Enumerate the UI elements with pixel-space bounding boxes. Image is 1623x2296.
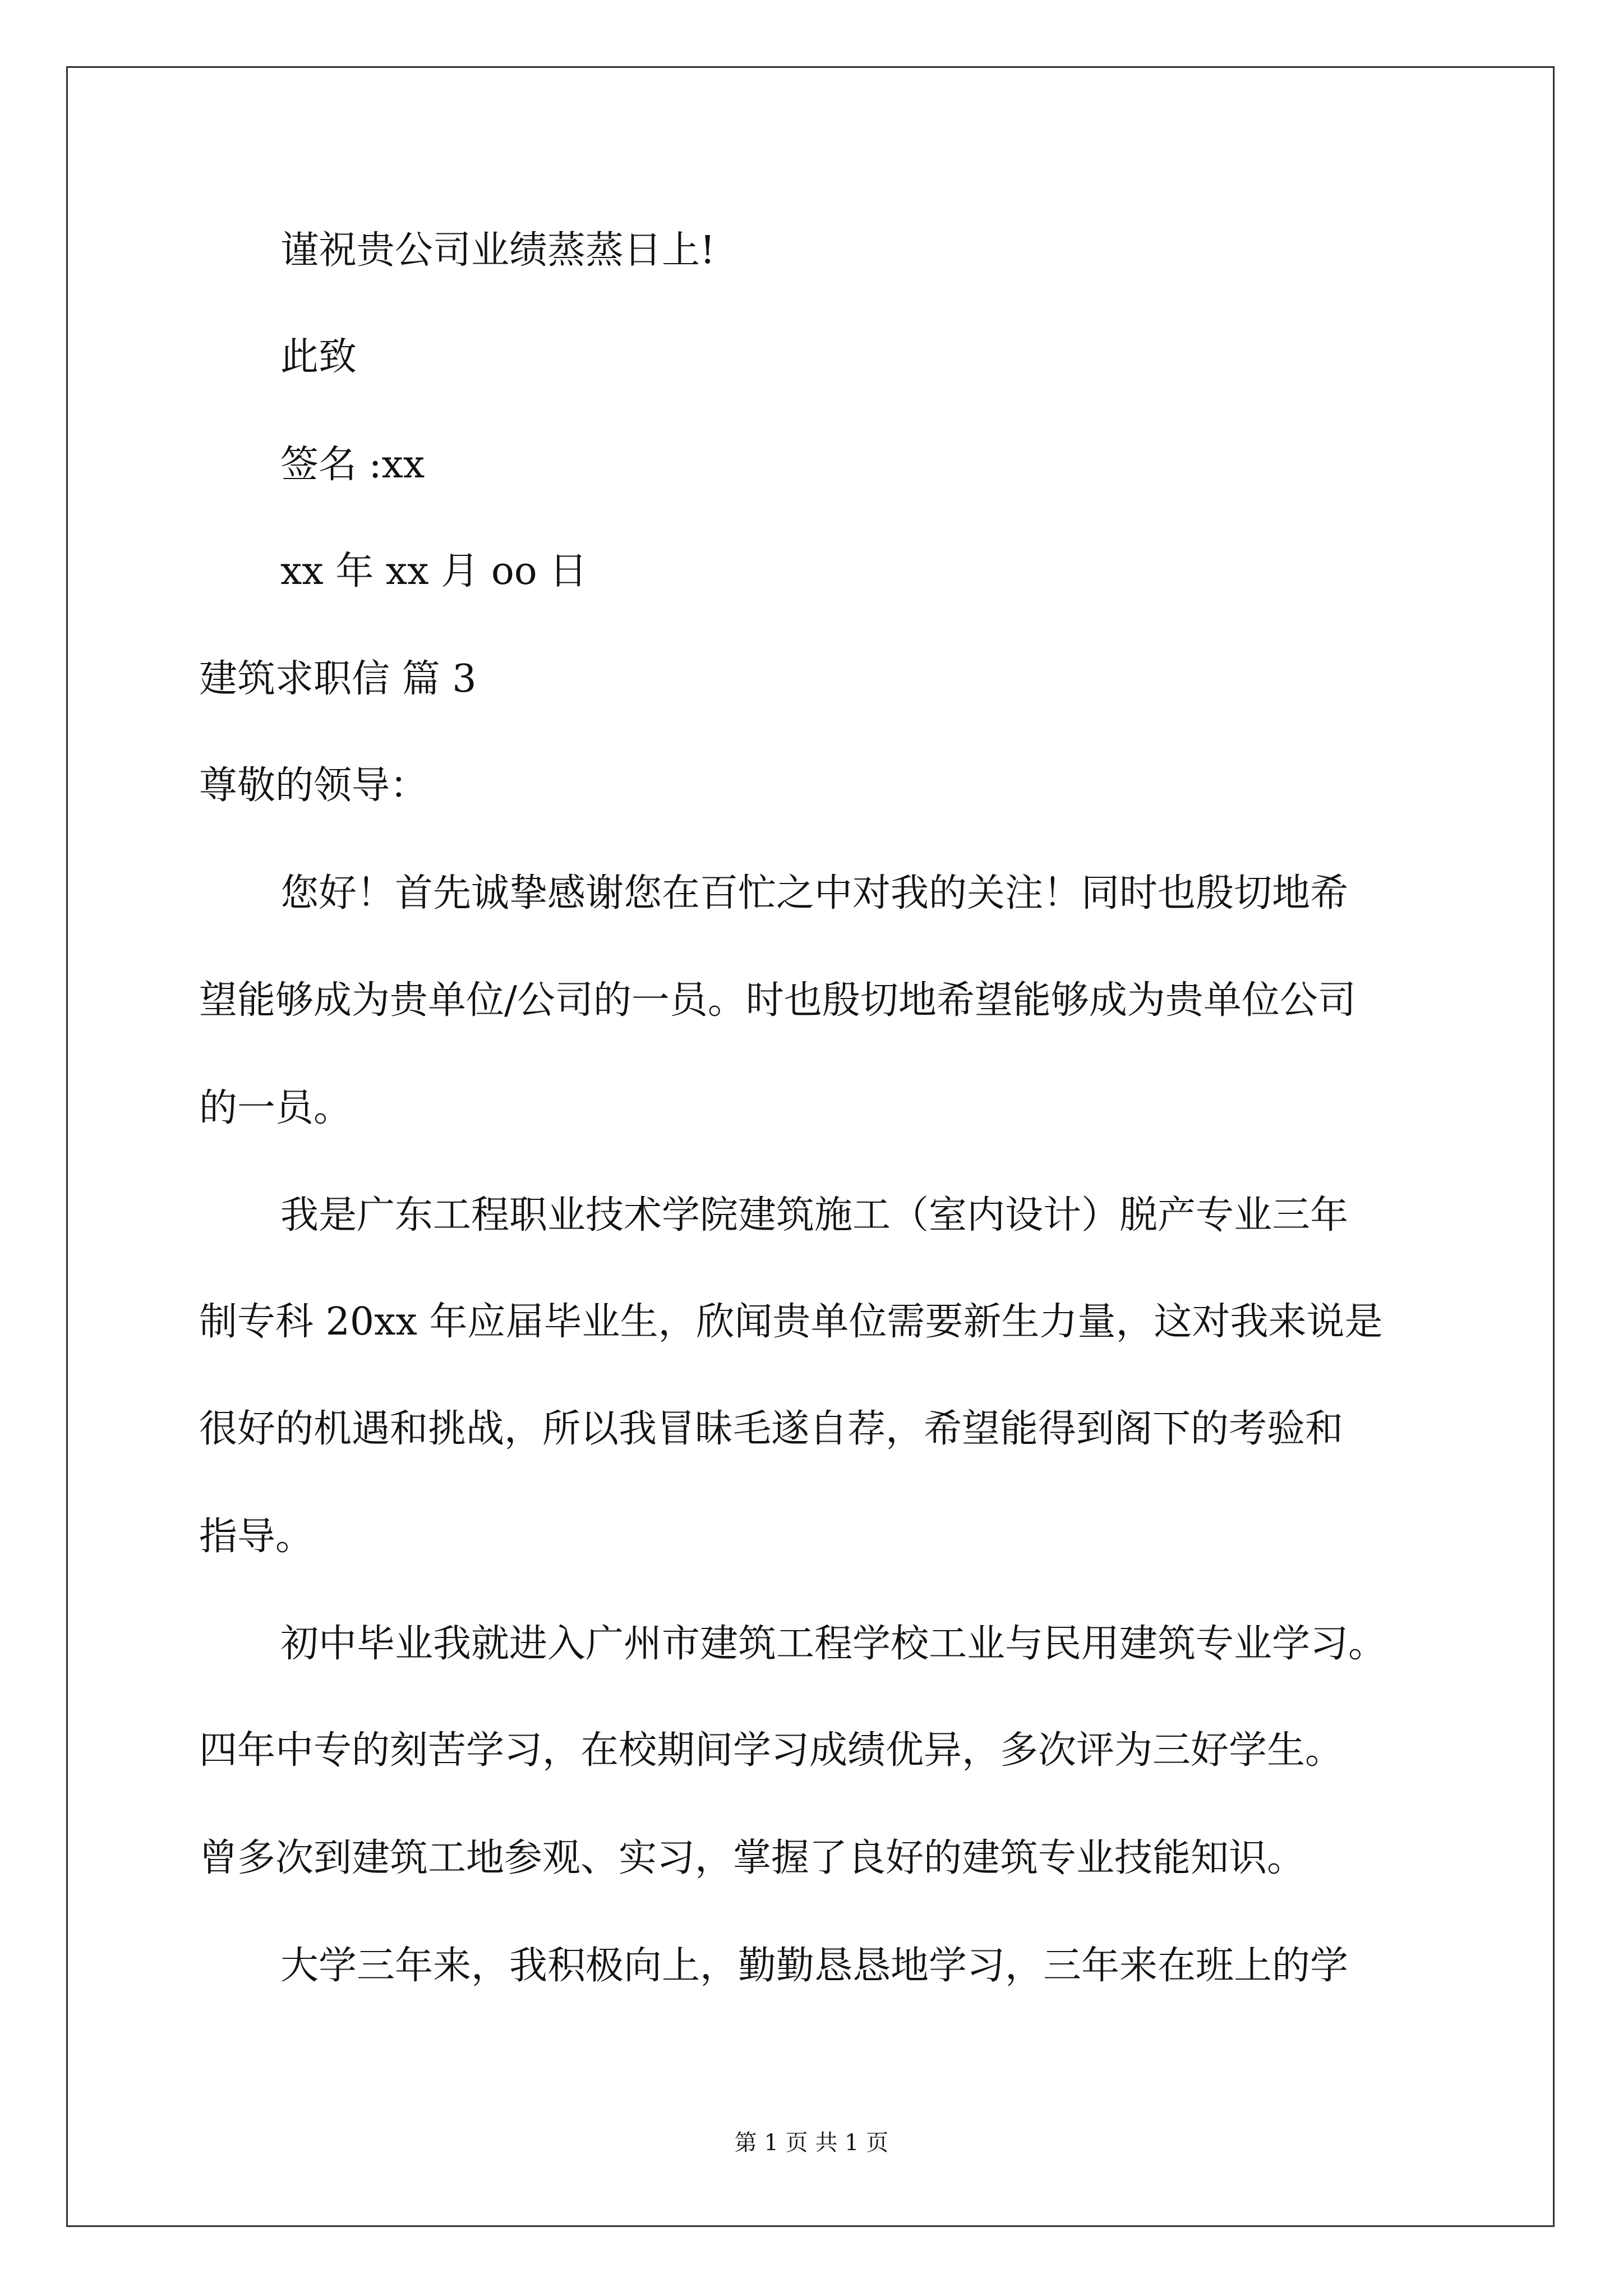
signature: 签名 :xx <box>280 443 425 487</box>
paragraph-line: 我是广东工程职业技术学院建筑施工（室内设计）脱产专业三年 <box>280 1193 1349 1237</box>
paragraph-line: 很好的机遇和挑战，所以我冒昧毛遂自荐，希望能得到阁下的考验和 <box>199 1407 1344 1451</box>
section-title: 建筑求职信 篇 3 <box>199 657 477 701</box>
paragraph-line: 望能够成为贵单位/公司的一员。时也殷切地希望能够成为贵单位公司 <box>199 978 1356 1023</box>
page-border <box>66 66 1555 2227</box>
page-footer: 第 1 页 共 1 页 <box>734 2130 889 2156</box>
closing-salutation: 此致 <box>280 335 357 379</box>
paragraph-line: 您好！首先诚挚感谢您在百忙之中对我的关注！同时也殷切地希 <box>280 871 1349 915</box>
paragraph-line: 曾多次到建筑工地参观、实习，掌握了良好的建筑专业技能知识。 <box>199 1836 1306 1880</box>
paragraph-line: 制专科 20xx 年应届毕业生，欣闻贵单位需要新生力量，这对我来说是 <box>199 1300 1383 1344</box>
paragraph-line: 大学三年来，我积极向上，勤勤恳恳地学习，三年来在班上的学 <box>280 1944 1349 1988</box>
closing-wish: 谨祝贵公司业绩蒸蒸日上! <box>280 228 716 273</box>
paragraph-line: 四年中专的刻苦学习，在校期间学习成绩优异，多次评为三好学生。 <box>199 1728 1344 1773</box>
paragraph-line: 初中毕业我就进入广州市建筑工程学校工业与民用建筑专业学习。 <box>280 1622 1387 1666</box>
paragraph-line: 的一员。 <box>199 1086 352 1130</box>
letter-date: xx 年 xx 月 oo 日 <box>280 549 588 593</box>
paragraph-line: 指导。 <box>199 1515 314 1559</box>
greeting: 尊敬的领导： <box>199 763 428 808</box>
